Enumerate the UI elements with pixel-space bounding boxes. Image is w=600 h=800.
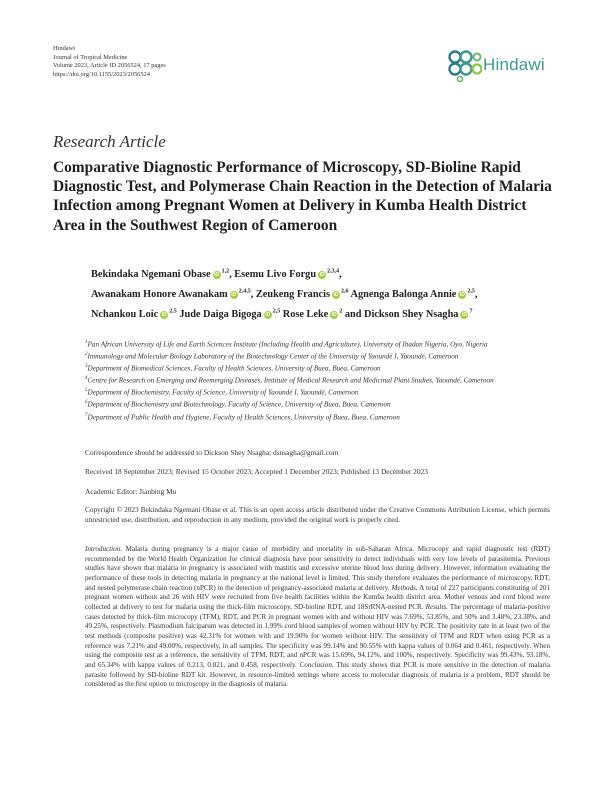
- orcid-icon[interactable]: iD: [333, 292, 339, 299]
- affiliation-item: [85, 362, 545, 374]
- author: [364, 309, 472, 320]
- author-affiliation-ref: 2,5: [467, 288, 475, 295]
- affiliation-number: 2: [85, 352, 88, 358]
- author-separator: ,: [229, 269, 235, 281]
- author-affiliation-ref: 1,2: [221, 269, 230, 275]
- author: [179, 309, 282, 320]
- affiliation-text: Department of Biochemistry and Biotechnology, Faculty of Science, University of Buea, Buea, Cameroon: [87, 400, 391, 409]
- paper-title: Comparative Diagnostic Performance of Microscopy, SD-Bioline Rapid Diagnostic Test, and Polymerase Chain Reaction in the Detection of Malaria Infection among Pregnant Women at Delivery in Kumba Health District Area in the Southwest Region of Cameroon: [53, 159, 552, 234]
- doi-link[interactable]: https://doi.org/10.1155/2023/2056524: [53, 70, 150, 78]
- author-affiliation-ref: 2,5: [272, 308, 281, 315]
- correspondence: Correspondence should be addressed to Dickson Shey Nsagha; dsnsagha@gmail.com: [85, 448, 339, 457]
- author-affiliation-ref: 2: [339, 308, 343, 315]
- orcid-icon[interactable]: iD: [331, 311, 337, 318]
- author: [234, 269, 341, 280]
- affiliations: [85, 338, 545, 423]
- abstract-methods-label: Methods.: [391, 583, 418, 592]
- publication-dates: Received 18 September 2023; Revised 15 October 2023; Accepted 1 December 2023; Published 13 December 2023: [85, 467, 428, 476]
- affiliation-item: [85, 350, 545, 362]
- affiliation-number: 6: [85, 400, 88, 406]
- author-name: Jude Daiga Bigoga: [179, 308, 262, 320]
- affiliation-item: [85, 338, 545, 350]
- abstract-conclusion: This study shows that PCR is more sensitive in the detection of malaria parasite followed by SD-bioline RDT kit. However, in resource-limited settings where access to molecular diagnosis of malaria is a problem, RDT should be considered as the first option to microscopy in the diagnosis of malaria.: [85, 660, 551, 689]
- author: [91, 289, 256, 300]
- affiliation-number: 3: [85, 364, 88, 370]
- publisher-name: Hindawi: [53, 45, 76, 52]
- hindawi-logo: [446, 48, 556, 88]
- author-name: Awanakam Honore Awanakam: [91, 289, 228, 301]
- author: [256, 289, 351, 300]
- abstract-intro-label: Introduction.: [85, 545, 122, 553]
- author-name: Esemu Livo Forgu: [234, 269, 317, 281]
- author-affiliation-ref: 2,3,4: [327, 269, 340, 275]
- author-name: Rose Leke: [282, 308, 329, 320]
- author: [91, 269, 234, 280]
- affiliation-text: Department of Biomedical Sciences, Faculty of Health Sciences, University of Buea, Buea, Cameroon: [87, 364, 381, 373]
- author-name: Dickson Shey Nsagha: [364, 308, 459, 320]
- affiliation-text: Department of Biochemistry, Faculty of Science, University of Yaoundé I, Yaoundé, Cameroon: [87, 388, 359, 397]
- volume-info: Volume 2023, Article ID 2056524, 17 pages: [53, 62, 166, 70]
- abstract-conclusion-label: Conclusion.: [299, 660, 334, 669]
- orcid-icon[interactable]: iD: [161, 311, 167, 318]
- author-affiliation-ref: 2,5: [169, 308, 177, 315]
- affiliation-text: Pan African University of Life and Earth Sciences Institute (Including Health and Agriculture), University of Ibadan Nigeria, Oyo, Nigeria: [87, 340, 488, 349]
- affiliation-number: 4: [85, 376, 88, 382]
- author-name: Nchankou Loic: [91, 308, 159, 320]
- abstract-intro: Malaria during pregnancy is a major cause of morbidity and mortality in sub-Saharan Africa. Microcopy and rapid diagnostic test (RDT) recommended by the World Health Organization for clinical diagnosis have poor sensitivity to detect individuals with very low levels of parasitemia. Previous studies have shown that malaria in pregnancy is associated with mastitis and excessive uterine blood loss during delivery. However, information evaluating the performance of these tools in detecting malaria in pregnancy at the national level is limited. This study therefore evaluates the performance of microscopy, RDT, and nested polymerase chain reaction (nPCR) in the detection of pregnancy-associated malaria at delivery.: [85, 545, 550, 592]
- orcid-icon[interactable]: iD: [459, 292, 465, 299]
- author-affiliation-ref: 2,6: [341, 288, 349, 295]
- abstract-results: The percentage of malaria-positive cases detected by thick-film microcopy (TFM), RDT, and PCR in pregnant women with and without HIV was 7.69%, 53.85%, and 50% and 3.48%, 23.38%, and 49.25%, respectively. Plasmodium falciparum was detected in 1.99% cord blood samples of women without HIV by PCR. The positivity rate in at least two of the test methods (composite positive) was 42.31% for women with and 19.90% for women without HIV. The sensitivity of TFM and RDT when using PCR as a reference was 7.21% and 49.00%, respectively, in all samples. The specificity was 99.14% and 90.55% with kappa values of 0.064 and 0.461, respectively. When using the composite test as a reference, the sensitivity of TFM, RDT, and nPCR was 15.69%, 94.12%, and 100%, respectively. Specificity was 99.43%, 93.18%, and 65.34% with kappa values of 0.213, 0.821, and 0.458, respectively.: [85, 602, 550, 669]
- author-separator: ,: [474, 289, 478, 301]
- author-separator: and: [342, 308, 365, 320]
- affiliation-text: Centre for Research on Emerging and Reemerging Diseases, Institute of Medical Research and Medicinal Plant Studies, Yaoundé, Cameroon: [87, 376, 494, 385]
- journal-name: Journal of Tropical Medicine: [53, 53, 128, 61]
- affiliation-number: 7: [85, 412, 88, 418]
- affiliation-item: [85, 374, 545, 386]
- affiliation-item: [85, 386, 545, 398]
- author-affiliation-ref: 7: [469, 308, 473, 315]
- author: [91, 309, 179, 320]
- orcid-icon[interactable]: iD: [231, 292, 237, 299]
- article-type: Research Article: [53, 132, 166, 151]
- author: [351, 289, 478, 300]
- orcid-icon[interactable]: iD: [319, 272, 325, 279]
- author: [283, 309, 364, 320]
- author-affiliation-ref: 2,4,5: [238, 288, 251, 295]
- author-separator: ,: [250, 289, 256, 301]
- abstract-results-label: Results.: [425, 602, 448, 611]
- orcid-icon[interactable]: iD: [461, 311, 467, 318]
- academic-editor: Academic Editor: Jianbing Mu: [85, 487, 177, 496]
- author-separator: ,: [339, 269, 342, 281]
- logo-wordmark: Hindawi: [483, 55, 545, 74]
- author-list: [91, 264, 561, 323]
- copyright-notice: Copyright © 2023 Bekindaka Ngemani Obase et al. This is an open access article distributed under the Creative Commons Attribution License, which permits unrestricted use, distribution, and reproduction in any medium, provided the original work is properly cited.: [85, 505, 550, 525]
- affiliation-item: [85, 411, 545, 423]
- orcid-icon[interactable]: iD: [214, 272, 220, 279]
- journal-header: [53, 45, 166, 79]
- affiliation-number: 5: [85, 388, 88, 394]
- abstract-methods: A total of 227 participants constituting of 201 pregnant women without and 26 with HIV were recruited from five health facilities within the Kumba health district area. Mother venous and cord blood were collected at delivery to test for malaria using the thick-film microscopy, SD-bioline RDT, and 18SrRNA-nested PCR.: [85, 583, 550, 611]
- author-name: Bekindaka Ngemani Obase: [91, 269, 211, 281]
- affiliation-text: Immunology and Molecular Biology Laboratory of the Biotechnology Center of the University of Yaoundé I, Yaoundé, Cameroon: [87, 352, 459, 361]
- orcid-icon[interactable]: iD: [265, 311, 271, 318]
- affiliation-text: Department of Public Health and Hygiene, Faculty of Health Sciences, University of Buea, Buea, Cameroon: [87, 412, 400, 421]
- hindawi-logo-icon: [446, 48, 482, 82]
- author-name: Zeukeng Francis: [255, 289, 330, 301]
- author-name: Agnenga Balonga Annie: [350, 289, 457, 301]
- affiliation-item: [85, 398, 545, 410]
- abstract: [85, 545, 550, 690]
- affiliation-number: 1: [85, 340, 88, 345]
